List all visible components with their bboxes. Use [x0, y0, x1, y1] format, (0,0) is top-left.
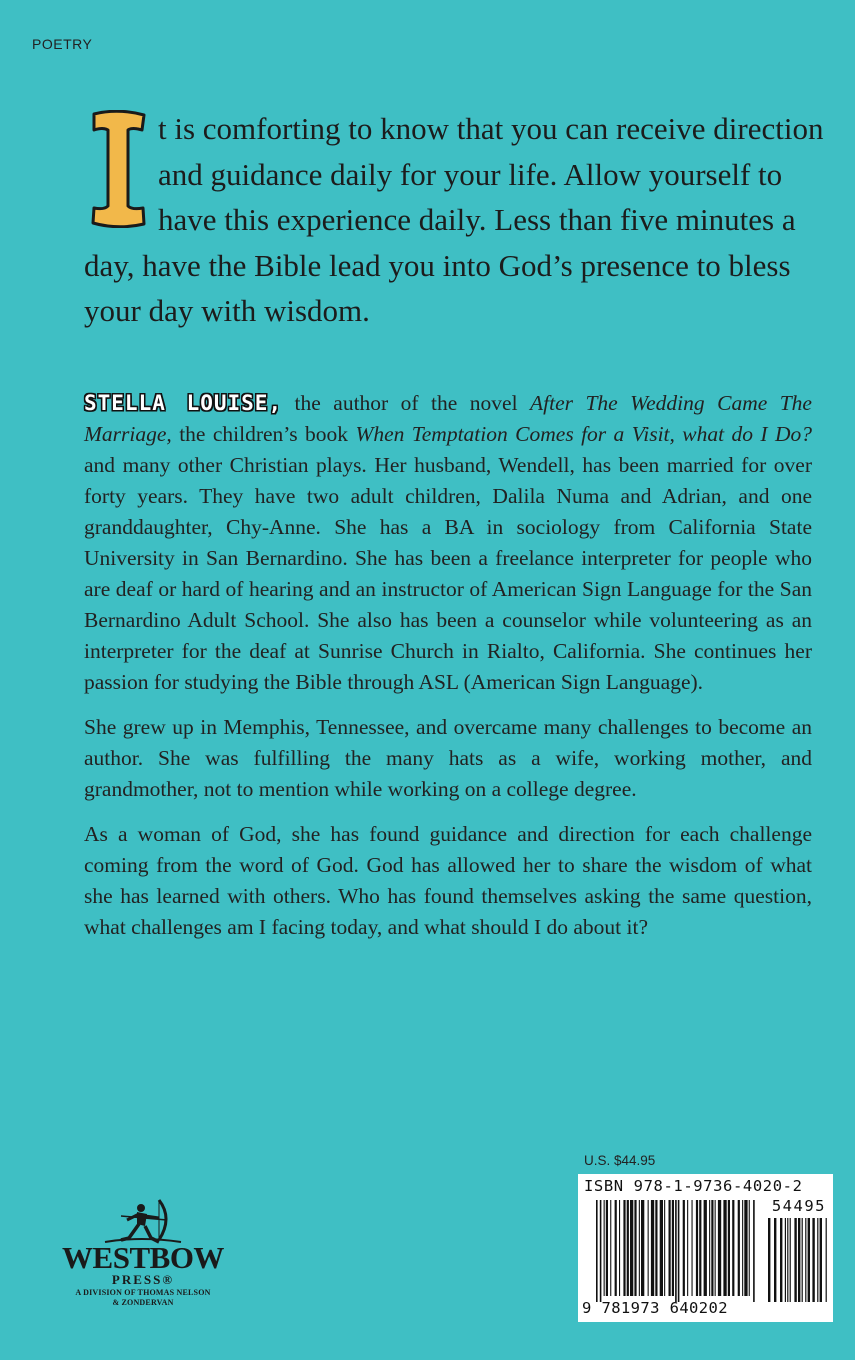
addon-bar: [802, 1218, 803, 1302]
barcode-bar: [749, 1200, 750, 1296]
addon-bar: [785, 1218, 786, 1302]
barcode-bar: [630, 1200, 633, 1296]
addon-bar: [790, 1218, 791, 1302]
barcode-bar: [664, 1200, 665, 1296]
publisher-name: WESTBOW: [62, 1240, 224, 1275]
barcode-bar: [615, 1200, 617, 1296]
publisher-press: PRESS®: [111, 1272, 175, 1287]
intro-text: t is comforting to know that you can receive direction and guidance daily for your life. Allow yourself to have this experience daily. Less than five minutes a day, have the Bible lead you into God’s presence to bless your day with wisdom.: [84, 111, 824, 328]
barcode-bar: [596, 1200, 598, 1302]
author-bio: [84, 388, 812, 957]
barcode-bar: [678, 1200, 680, 1302]
bio-text-c: and many other Christian plays. Her husband, Wendell, has been married for over forty years. They have two adult children, Dalila Numa and Adrian, and one granddaughter, Chy-Anne. She has a BA in sociology from California State University in San Bernardino. She has been a freelance interpreter for people who are deaf or hard of hearing and an instructor of American Sign Language for the San Bernardino Adult School. She also has been a counselor while volunteering as an interpreter for the deaf at Sunrise Church in Rialto, California. She continues her passion for studying the Bible through ASL (American Sign Language).: [84, 453, 812, 694]
ean-digits: 9 781973 640202: [582, 1299, 728, 1317]
barcode-bar: [718, 1200, 721, 1296]
barcode-bar: [669, 1200, 671, 1296]
barcode-bar: [641, 1200, 644, 1296]
addon-bar: [817, 1218, 818, 1302]
barcode-bar: [619, 1200, 620, 1296]
barcode-bar: [675, 1200, 677, 1302]
barcode-bar: [634, 1200, 636, 1296]
barcode-bar: [600, 1200, 602, 1302]
barcode-bar: [672, 1200, 674, 1296]
publisher-logo: [48, 1196, 238, 1308]
addon-bar: [798, 1218, 800, 1302]
barcode-bar: [687, 1200, 688, 1296]
addon-bar: [787, 1218, 788, 1302]
genre-label: POETRY: [32, 36, 93, 52]
barcode-bar: [655, 1200, 657, 1296]
archer-icon: [101, 1196, 185, 1246]
barcode-bar: [623, 1200, 625, 1296]
addon-bar: [794, 1218, 796, 1302]
dropcap-letter: [88, 110, 148, 228]
addon-bar: [808, 1218, 810, 1302]
bio-paragraph-3: As a woman of God, she has found guidance and direction for each challenge coming from the word of God. God has allowed her to share the wisdom of what she has learned with others. Who has found themselves asking the same question, what challenges am I facing today, and what should I do about it?: [84, 822, 812, 939]
barcode-bar: [742, 1200, 743, 1296]
publisher-division-2: & ZONDERVAN: [112, 1298, 174, 1307]
barcode-bar: [610, 1200, 611, 1296]
bio-paragraph-1: [84, 388, 812, 698]
barcode-bar: [738, 1200, 740, 1296]
barcode-bar: [651, 1200, 654, 1296]
barcode-bar: [660, 1200, 663, 1296]
addon-bar: [768, 1218, 770, 1302]
isbn-number: ISBN 978-1-9736-4020-2: [584, 1177, 803, 1195]
barcode-bar: [728, 1200, 730, 1296]
bio-text-b: the children’s book: [171, 422, 356, 446]
addon-bar: [812, 1218, 814, 1302]
bio-text-a: the author of the novel: [282, 391, 531, 415]
barcode-bar: [648, 1200, 649, 1296]
addon-bar: [780, 1218, 782, 1302]
isbn-barcode: [578, 1174, 833, 1322]
author-name: STELLA LOUISE,: [84, 391, 283, 415]
barcode-bar: [696, 1200, 698, 1296]
addon-bar: [826, 1218, 827, 1302]
barcode-bar: [604, 1200, 605, 1296]
barcode-bar: [704, 1200, 707, 1296]
barcode-bar: [744, 1200, 747, 1296]
barcode-bar: [723, 1200, 726, 1296]
barcode-bar: [711, 1200, 713, 1296]
novel-title: After The Wedding Came The Marriage,: [84, 391, 812, 446]
price-addon-number: 54495: [771, 1197, 826, 1215]
barcode-bar: [715, 1200, 716, 1296]
barcode-bar: [627, 1200, 629, 1296]
bio-paragraph-2: She grew up in Memphis, Tennessee, and overcame many challenges to become an author. She was fulfilling the many hats as a wife, working mother, and grandmother, not to mention while working on a college degree.: [84, 715, 812, 801]
barcode-bar: [606, 1200, 608, 1296]
intro-paragraph: [84, 106, 824, 334]
book-title: When Temptation Comes for a Visit, what do I Do?: [355, 422, 812, 446]
publisher-division-1: A DIVISION OF THOMAS NELSON: [75, 1288, 211, 1297]
barcode-bar: [753, 1200, 755, 1302]
addon-bar: [820, 1218, 822, 1302]
barcode-bar: [683, 1200, 685, 1296]
addon-bar: [805, 1218, 806, 1302]
barcode-bar: [699, 1200, 701, 1296]
barcode-bar: [639, 1200, 640, 1296]
price-label: U.S. $44.95: [584, 1153, 656, 1168]
barcode-bar: [732, 1200, 734, 1296]
barcode-bar: [692, 1200, 693, 1296]
addon-bar: [774, 1218, 776, 1302]
barcode-bar: [709, 1200, 710, 1296]
